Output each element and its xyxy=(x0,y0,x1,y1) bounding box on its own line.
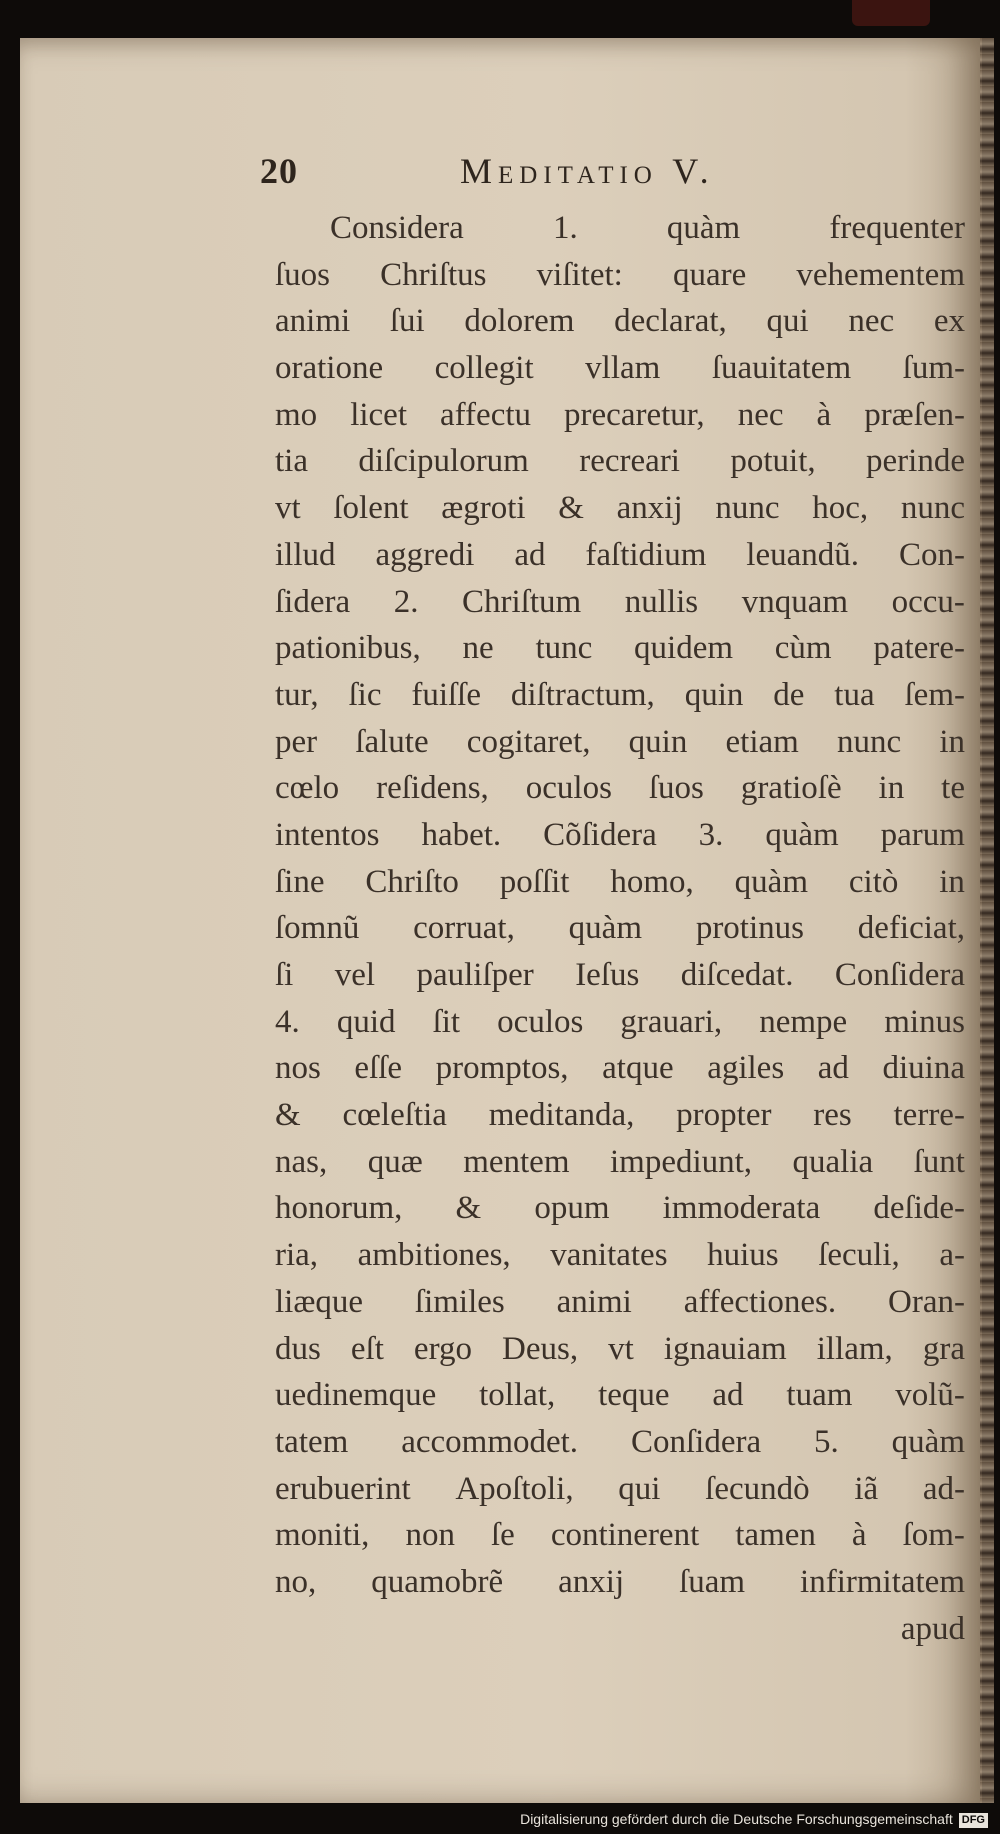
text-line xyxy=(275,719,965,766)
word: ſom- xyxy=(902,1517,965,1554)
word: cùm xyxy=(774,630,832,667)
word: ſuos xyxy=(275,256,331,293)
text-line xyxy=(275,1139,965,1186)
page-header xyxy=(260,150,820,200)
word: honorum, xyxy=(275,1190,403,1227)
word: propter xyxy=(676,1097,772,1134)
word: nec xyxy=(848,303,895,340)
word: habet. xyxy=(421,816,502,853)
text-line xyxy=(275,1372,965,1419)
word: nullis xyxy=(624,583,699,620)
word: potuit, xyxy=(730,443,816,480)
word: Con- xyxy=(898,536,965,573)
word: quin xyxy=(684,676,744,713)
word: iã xyxy=(854,1470,879,1507)
word: ignauiam xyxy=(663,1330,787,1367)
word: ſuauitatem xyxy=(711,350,852,387)
word: minus xyxy=(884,1003,965,1040)
word: erubuerint xyxy=(275,1470,411,1507)
word: affectiones. xyxy=(683,1283,837,1320)
word: patere- xyxy=(873,630,965,667)
page-number: 20 xyxy=(260,151,298,191)
word: oratione xyxy=(275,350,384,387)
word: 2. xyxy=(393,583,419,620)
word: in xyxy=(939,723,965,760)
text-line xyxy=(275,905,965,952)
word: dus xyxy=(275,1330,321,1367)
credit-text: Digitalisierung gefördert durch die Deutsche Forschungsgemeinschaft xyxy=(520,1811,953,1827)
word: aggredi xyxy=(375,536,475,573)
word: nec xyxy=(737,396,784,433)
word: ſunt xyxy=(913,1143,965,1180)
word: deficiat, xyxy=(857,910,965,947)
word: nos xyxy=(275,1050,321,1087)
word: diſcipulorum xyxy=(358,443,529,480)
word: & xyxy=(275,1097,301,1134)
word: etiam xyxy=(725,723,799,760)
word: quid xyxy=(336,1003,396,1040)
word: ex xyxy=(933,303,965,340)
word: illam, xyxy=(816,1330,893,1367)
running-title: Meditatio V. xyxy=(460,151,715,191)
text-line xyxy=(275,1326,965,1373)
word: gra xyxy=(922,1330,965,1367)
word: nunc xyxy=(900,490,965,527)
word: moniti, xyxy=(275,1517,370,1554)
dfg-logo: DFG xyxy=(959,1813,988,1828)
word: quin xyxy=(628,723,688,760)
word: Chriſtum xyxy=(462,583,582,620)
word: qui xyxy=(618,1470,661,1507)
word: pationibus, xyxy=(275,630,421,667)
word: Chriſto xyxy=(365,863,459,900)
word: nas, xyxy=(275,1143,328,1180)
word: intentos xyxy=(275,816,380,853)
word: deſide- xyxy=(873,1190,965,1227)
word: atque xyxy=(602,1050,674,1087)
word: illud xyxy=(275,536,336,573)
word: collegit xyxy=(434,350,534,387)
word: immoderata xyxy=(662,1190,821,1227)
word: quàm xyxy=(666,210,741,246)
page-edge xyxy=(980,38,994,1803)
text-line xyxy=(275,859,965,906)
text-line xyxy=(275,625,965,672)
word: liæque xyxy=(275,1283,363,1320)
word: ad xyxy=(817,1050,849,1087)
word: huius xyxy=(707,1237,779,1274)
word: tur, xyxy=(275,676,319,713)
word: animi xyxy=(556,1283,632,1320)
word: ambitiones, xyxy=(357,1237,511,1274)
word: meditanda, xyxy=(488,1097,635,1134)
word: occu- xyxy=(891,583,965,620)
word: qualia xyxy=(792,1143,874,1180)
word: Conſidera xyxy=(630,1423,762,1460)
word: Ieſus xyxy=(575,957,640,993)
word: ſimiles xyxy=(414,1283,505,1320)
word: Cõſidera xyxy=(543,816,657,853)
word: eſt xyxy=(350,1330,384,1367)
word: tatem xyxy=(275,1423,349,1460)
text-line xyxy=(275,298,965,345)
word: diuina xyxy=(882,1050,965,1087)
word: nempe xyxy=(759,1003,848,1040)
word: vnquam xyxy=(741,583,849,620)
text-line xyxy=(275,812,965,859)
text-line xyxy=(275,438,965,485)
word: mo xyxy=(275,396,318,433)
word: frequenter xyxy=(829,210,965,246)
word: 5. xyxy=(814,1423,839,1460)
word: quàm xyxy=(568,910,642,947)
word: ſeculi, xyxy=(818,1237,900,1274)
word: vllam xyxy=(585,350,661,387)
word: quàm xyxy=(765,816,839,853)
word: pauliſper xyxy=(416,957,534,993)
digitization-credit xyxy=(0,1804,1000,1834)
text-line xyxy=(275,952,965,999)
text-line xyxy=(275,1279,965,1326)
word: animi xyxy=(275,303,351,340)
word: ſum- xyxy=(902,350,965,387)
word: quare xyxy=(672,256,747,293)
word: fuiſſe xyxy=(411,676,482,713)
word: parum xyxy=(880,816,965,853)
word: 1. xyxy=(552,210,578,246)
text-line xyxy=(275,1045,965,1092)
text-line xyxy=(275,532,965,579)
text-line xyxy=(275,1512,965,1559)
word: oculos xyxy=(525,770,612,807)
text-line xyxy=(275,1232,965,1279)
word: tuam xyxy=(786,1377,853,1414)
word: affectu xyxy=(440,396,532,433)
word: uedinemque xyxy=(275,1377,437,1414)
word: quamobrẽ xyxy=(371,1563,504,1600)
word: a- xyxy=(939,1237,965,1274)
word: licet xyxy=(350,396,407,433)
word: nunc xyxy=(715,490,780,527)
word: cœlo xyxy=(275,770,340,807)
word: ad xyxy=(712,1377,744,1414)
text-line xyxy=(275,392,965,439)
word: ſi xyxy=(275,957,294,993)
word: continerent xyxy=(550,1517,700,1554)
word: quàm xyxy=(891,1423,965,1460)
word: gratioſè xyxy=(740,770,842,807)
word: ſem- xyxy=(904,676,965,713)
word: teque xyxy=(598,1377,670,1414)
word: 3. xyxy=(698,816,724,853)
word: de xyxy=(773,676,805,713)
word: grauari, xyxy=(620,1003,723,1040)
text-line xyxy=(275,672,965,719)
text-line xyxy=(275,485,965,532)
word: ſuos xyxy=(648,770,704,807)
text-line xyxy=(275,252,965,299)
word: hoc, xyxy=(812,490,869,527)
word: ſic xyxy=(348,676,382,713)
word: ad xyxy=(514,536,546,573)
word: poſſit xyxy=(499,863,570,900)
word: anxij xyxy=(616,490,683,527)
word: quæ xyxy=(367,1143,423,1180)
word: ſalute xyxy=(355,723,429,760)
text-line xyxy=(275,579,965,626)
word: Apoſtoli, xyxy=(455,1470,574,1507)
word: opum xyxy=(534,1190,610,1227)
word: reſidens, xyxy=(376,770,489,807)
word: vanitates xyxy=(550,1237,668,1274)
word: Oran- xyxy=(888,1283,965,1320)
word: recreari xyxy=(579,443,680,480)
meditation-text xyxy=(275,205,965,1652)
word: ſuam xyxy=(679,1563,746,1600)
word: in xyxy=(939,863,965,900)
text-line xyxy=(275,345,965,392)
word: ſui xyxy=(389,303,425,340)
word: ſit xyxy=(432,1003,461,1040)
word: corruat, xyxy=(413,910,515,947)
word: Deus, xyxy=(502,1330,579,1367)
word: qui xyxy=(766,303,809,340)
word: vt xyxy=(275,490,301,527)
word: perinde xyxy=(866,443,965,480)
text-line xyxy=(275,765,965,812)
word: ne xyxy=(462,630,494,667)
word: ſine xyxy=(275,863,325,900)
word: no, xyxy=(275,1563,317,1600)
word: non xyxy=(405,1517,455,1554)
word: accommodet. xyxy=(401,1423,579,1460)
word: tia xyxy=(275,443,308,480)
word: Chriſtus xyxy=(380,256,487,293)
text-line xyxy=(275,205,965,252)
word: declarat, xyxy=(614,303,727,340)
word: & xyxy=(558,490,584,527)
word: tua xyxy=(834,676,875,713)
catchword: apud xyxy=(900,1610,965,1647)
word: impediunt, xyxy=(609,1143,753,1180)
word: & xyxy=(455,1190,482,1227)
word: ſomnũ xyxy=(275,910,360,947)
word: Conſidera xyxy=(834,957,965,993)
text-line xyxy=(275,1092,965,1139)
text-line xyxy=(275,1466,965,1513)
word: 4. xyxy=(275,1003,300,1040)
word: anxij xyxy=(558,1563,625,1600)
word: ſecundò xyxy=(705,1470,810,1507)
word: cogitaret, xyxy=(466,723,591,760)
word: nunc xyxy=(836,723,902,760)
word: tollat, xyxy=(479,1377,556,1414)
word: protinus xyxy=(695,910,804,947)
word: tunc xyxy=(535,630,593,667)
word: ægroti xyxy=(441,490,526,527)
word: diſcedat. xyxy=(680,957,794,993)
word: mentem xyxy=(463,1143,570,1180)
word: eſſe xyxy=(354,1050,403,1087)
word: viſitet: xyxy=(536,256,623,293)
word: ſolent xyxy=(333,490,409,527)
word: à xyxy=(851,1517,867,1554)
word: vehementem xyxy=(796,256,965,293)
word: ad- xyxy=(922,1470,965,1507)
text-line xyxy=(275,1185,965,1232)
word: promptos, xyxy=(435,1050,569,1087)
word: terre- xyxy=(893,1097,965,1134)
word: precaretur, xyxy=(564,396,705,433)
word: oculos xyxy=(497,1003,584,1040)
word: cœleſtia xyxy=(342,1097,447,1134)
word: agiles xyxy=(707,1050,785,1087)
word: infirmitatem xyxy=(800,1563,965,1600)
word: vt xyxy=(608,1330,634,1367)
text-line xyxy=(275,999,965,1046)
word: ergo xyxy=(413,1330,472,1367)
word: citò xyxy=(848,863,899,900)
word: te xyxy=(941,770,965,807)
word: quàm xyxy=(734,863,808,900)
word: quidem xyxy=(634,630,734,667)
binding-spot xyxy=(852,0,930,26)
word: homo, xyxy=(610,863,694,900)
word: per xyxy=(275,723,318,760)
word: vel xyxy=(334,957,376,993)
word: Considera xyxy=(330,210,464,246)
text-line xyxy=(275,1419,965,1466)
word: dolorem xyxy=(464,303,575,340)
word: ſidera xyxy=(275,583,351,620)
word: faſtidium xyxy=(585,536,707,573)
word: ſe xyxy=(490,1517,515,1554)
text-line xyxy=(275,1559,965,1606)
word: in xyxy=(878,770,905,807)
word: diſtractum, xyxy=(510,676,655,713)
word: leuandũ. xyxy=(746,536,860,573)
word: à xyxy=(816,396,832,433)
word: volũ- xyxy=(895,1377,965,1414)
word: præſen- xyxy=(864,396,965,433)
word: ria, xyxy=(275,1237,319,1274)
word: res xyxy=(813,1097,852,1134)
word: tamen xyxy=(735,1517,816,1554)
